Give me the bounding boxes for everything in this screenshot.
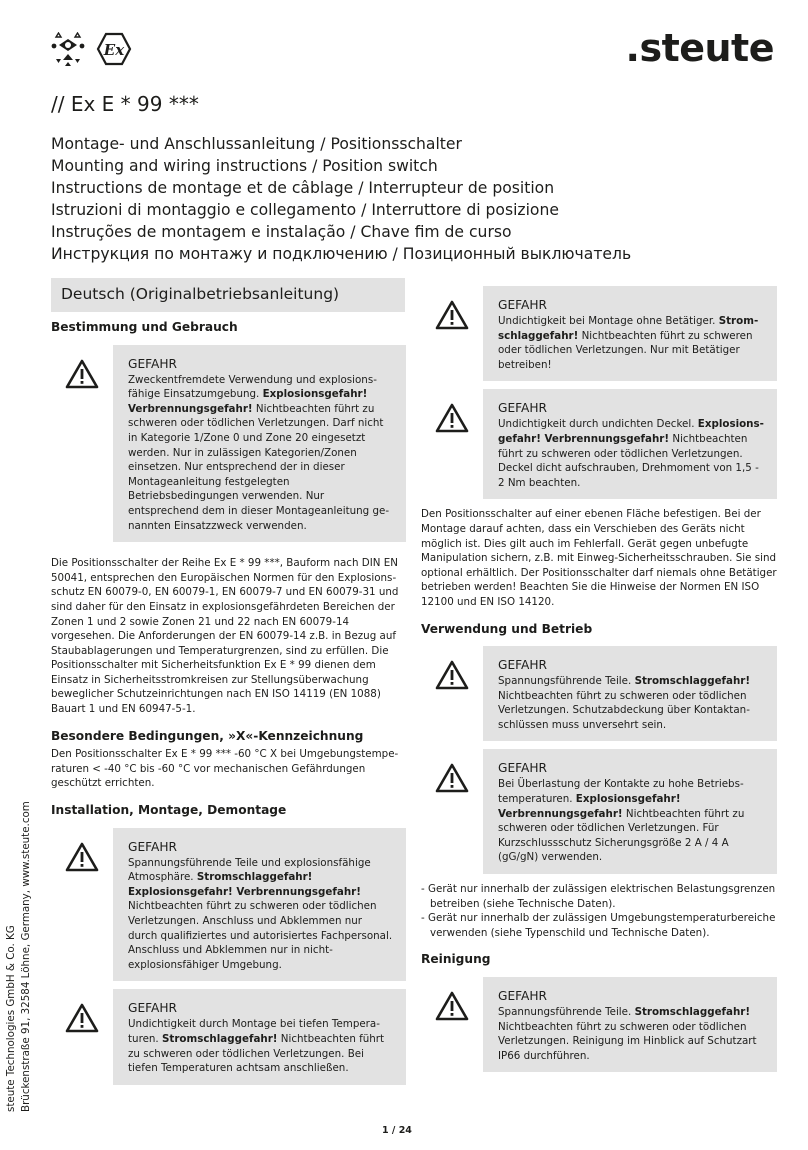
subtitle-fr: Instructions de montage et de câblage / Interrupteur de position: [51, 179, 555, 197]
warning-block: [421, 389, 777, 499]
warning-block: [421, 749, 777, 874]
atex-symbol-icon: [50, 32, 86, 70]
section-heading-operation: Verwendung und Betrieb: [421, 621, 593, 636]
warning-text: Zweckentfremdete Verwendung und explosionsfähige Einsatzumgebung. Explosionsgefahr! Verbrennungsgefahr! Nichtbeachten führt zu schweren oder tödlichen Verletzungen. Darf nicht in Kategorie 1/Zone 0 und Zone 20 eingesetzt werden. Nur in zulässigen Kategorien/Zonen einsetzen. Nur entsprechend der in dieser Montageanleitung festgelegten Betriebsbedingungen verwenden. Nur entsprechend dem in dieser Montageanleitung genannten Einsatzzweck verwenden.: [128, 373, 390, 532]
warning-block: [51, 828, 406, 982]
language-header: Deutsch (Originalbetriebsanleitung): [51, 278, 405, 312]
warning-title: GEFAHR: [498, 401, 548, 416]
subtitle-list: [51, 133, 631, 265]
page-number: 1 / 24: [382, 1125, 412, 1136]
warning-triangle-icon: [435, 1012, 469, 1024]
section-heading-special-conditions: Besondere Bedingungen, »X«-Kennzeichnung: [51, 728, 364, 743]
ex-hexagon-icon: [96, 32, 132, 70]
warning-triangle-icon: [65, 380, 99, 392]
warning-triangle-icon: [435, 784, 469, 796]
warning-text: Spannungsführende Teile und explosionsfähige Atmosphäre. Stromschlaggefahr! Explosionsgefahr! Verbrennungsgefahr! Nichtbeachten führt zu schweren oder tödlichen Verletzungen. Anschluss und Abklemmen nur durch qualifiziertes und autorisiertes Fachpersonal. Anschluss und Abklemmen nur in nicht-explosionsfähiger Umgebung.: [128, 856, 393, 971]
left-column: [51, 320, 406, 1093]
company-imprint: [4, 801, 33, 1112]
subtitle-pt: Instruções de montagem e instalação / Chave fim de curso: [51, 223, 512, 241]
warning-text: Undichtigkeit bei Montage ohne Betätiger. Stromschlaggefahr! Nichtbeachten führt zu schweren oder tödlichen Verletzungen. Nur mit Betätiger betreiben!: [498, 315, 759, 371]
warning-block: [421, 977, 777, 1072]
subtitle-it: Istruzioni di montaggio e collegamento / Interruttore di posizione: [51, 201, 559, 219]
list-item: - Gerät nur innerhalb der zulässigen elektrischen Belastungsgrenzen betreiben (siehe Technische Daten).: [421, 882, 777, 911]
certification-icons: [50, 32, 132, 70]
warning-triangle-icon: [65, 863, 99, 875]
warning-text: Spannungsführende Teile. Stromschlaggefahr! Nichtbeachten führt zu schweren oder tödlichen Verletzungen. Schutzabdeckung über Kontaktanschlüssen muss unversehrt sein.: [498, 675, 751, 731]
warning-text: Undichtigkeit durch Montage bei tiefen Temperaturen. Stromschlaggefahr! Nichtbeachten führt zu schweren oder tödlichen Verletzungen. Bei tiefen Temperaturen achtsam anschließen.: [128, 1018, 385, 1075]
warning-triangle-icon: [435, 681, 469, 693]
warning-triangle-icon: [435, 424, 469, 436]
brand-logo: .steute: [625, 26, 774, 70]
warning-text: Spannungsführende Teile. Stromschlaggefahr! Nichtbeachten führt zu schweren oder tödlichen Verletzungen. Reinigung im Hinblick auf Schutzart IP66 durchführen.: [498, 1006, 757, 1062]
operation-bullet-list: [421, 882, 777, 940]
warning-text: Undichtigkeit durch undichten Deckel. Explosionsgefahr! Verbrennungsgefahr! Nichtbeachten führt zu schweren oder tödlichen Verletzungen. Deckel dicht aufschrauben, Drehmoment von 1,5 - 2 Nm beachten.: [498, 418, 764, 489]
warning-block: [51, 345, 406, 543]
warning-title: GEFAHR: [498, 298, 548, 312]
warning-title: GEFAHR: [128, 1001, 178, 1016]
subtitle-en: Mounting and wiring instructions / Position switch: [51, 157, 438, 175]
subtitle-ru: Инструкция по монтажу и подключению / Позиционный выключатель: [51, 245, 632, 263]
company-name: steute Technologies GmbH & Co. KG: [5, 925, 17, 1112]
list-item: - Gerät nur innerhalb der zulässigen Umgebungstemperaturbereiche verwenden (siehe Typenschild und Technische Daten).: [421, 911, 777, 940]
warning-title: GEFAHR: [498, 989, 548, 1003]
warning-title: GEFAHR: [498, 658, 548, 673]
section-heading-cleaning: Reinigung: [421, 952, 491, 967]
warning-title: GEFAHR: [128, 356, 178, 371]
section-heading-installation: Installation, Montage, Demontage: [51, 803, 287, 818]
warning-title: GEFAHR: [498, 761, 548, 776]
document-title: // Ex E * 99 ***: [51, 92, 199, 116]
subtitle-de: Montage- und Anschlussanleitung / Positionsschalter: [51, 135, 462, 153]
right-column: [421, 286, 777, 1080]
warning-text: Bei Überlastung der Kontakte zu hohe Betriebstemperaturen. Explosionsgefahr! Verbrennungsgefahr! Nichtbeachten führt zu schweren oder tödlichen Verletzungen. Für Kurzschlussschutz Sicherungsgröße 2 A / 4 A (gG/gN) verwenden.: [498, 778, 745, 864]
paragraph-mounting: Den Positionsschalter auf einer ebenen Fläche befestigen. Bei der Montage darauf achten, dass ein Verschieben des Geräts nicht möglich ist. Dies gilt auch im Fehlerfall. Gerät gegen unbefugte Manipulation sichern, z.B. mit Einweg-Sicherheitsschrauben. Sie sind optional erhältlich. Der Positionsschalter darf niemals ohne Betätiger betrieben werden! Beachten Sie die Hinweise der Normen EN ISO 12100 und EN ISO 14120.: [421, 508, 777, 608]
warning-title: GEFAHR: [128, 839, 178, 854]
warning-triangle-icon: [435, 321, 469, 333]
warning-block: [421, 286, 777, 381]
warning-triangle-icon: [65, 1024, 99, 1036]
paragraph-scope: Die Positionsschalter der Reihe Ex E * 99 ***, Bauform nach DIN EN 50041, entsprechen den Europäischen Normen für den Explosionsschutz EN 60079-0, EN 60079-1, EN 60079-7 und EN 60079-31 und sind daher für den Einsatz in explosionsgefährdeten Bereichen der Zonen 1 und 2 sowie Zonen 21 und 22 nach EN 60079-14 vorgesehen. Die Anforderungen der EN 60079-14 z.B. in Bezug auf Staubablagerungen und Temperaturgrenzen, sind zu erfüllen. Die Positionsschalter mit Sicherheitsfunktion Ex E * 99 dienen dem Einsatz in Sicherheitsstromkreisen zur Stellungsüberwachung beweglicher Schutzeinrichtungen nach EN ISO 14119 (EN 1088) Bauart 1 und EN 60947-5-1.: [51, 557, 399, 716]
svg-text:Ex: Ex: [103, 41, 125, 59]
warning-block: [51, 989, 406, 1084]
paragraph-special-conditions: Den Positionsschalter Ex E * 99 *** -60 °C X bei Umgebungstemperaturen < -40 °C bis -60 °C vor mechanischen Gefährdungen geschützt errichten.: [51, 748, 399, 790]
warning-block: [421, 646, 777, 741]
company-address: Brückenstraße 91, 32584 Löhne, Germany, www.steute.com: [19, 801, 32, 1112]
section-heading-purpose: Bestimmung und Gebrauch: [51, 320, 238, 334]
